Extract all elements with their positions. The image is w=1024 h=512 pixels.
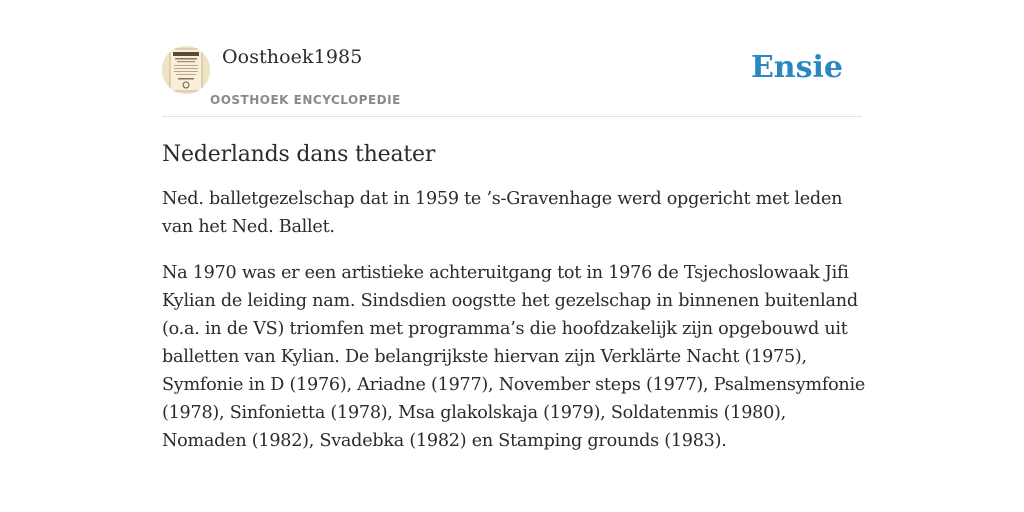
avatar[interactable] <box>162 46 210 94</box>
entry-header <box>162 44 862 117</box>
encyclopedia-title-page-icon <box>162 46 210 94</box>
source-label[interactable]: OOSTHOEK ENCYCLOPEDIE <box>210 93 401 107</box>
article <box>162 140 866 473</box>
username[interactable]: Oosthoek1985 <box>222 46 363 68</box>
paragraph: Na 1970 was er een artistieke achteruitgang tot in 1976 de Tsjechoslowaak Jifi Kylian de leiding nam. Sindsdien oogstte het gezelschap in binnenen buitenland (o.a. in de VS) triomfen met programma’s die hoofdzakelijk zijn opgebouwd uit balletten van Kylian. De belangrijkste hiervan zijn Verklärte Nacht (1975), Symfonie in D (1976), Ariadne (1977), November steps (1977), Psalmensymfonie (1978), Sinfonietta (1978), Msa glakolskaja (1979), Soldatenmis (1980), Nomaden (1982), Svadebka (1982) en Stamping grounds (1983). <box>162 263 866 451</box>
brand-logo[interactable]: Ensie <box>750 50 843 85</box>
paragraph: Ned. balletgezelschap dat in 1959 te ’s-Gravenhage werd opgericht met leden van het Ned. Ballet. <box>162 189 843 237</box>
page-title: Nederlands dans theater <box>162 142 436 167</box>
